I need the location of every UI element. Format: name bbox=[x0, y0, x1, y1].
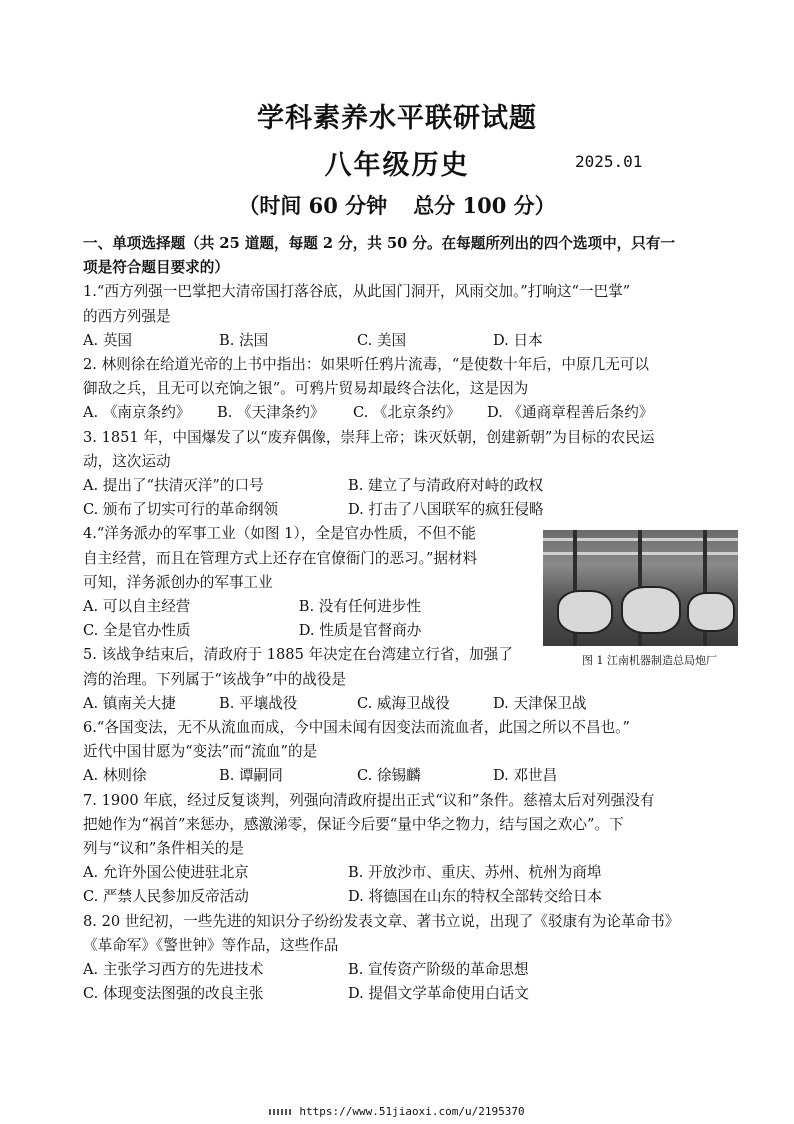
option-b: B. 建立了与清政府对峙的政权 bbox=[348, 477, 544, 495]
section-heading-cont: 项是符合题目要求的） bbox=[83, 259, 229, 277]
option-a: A. 林则徐 bbox=[83, 767, 147, 785]
option-a: A. 允许外国公使进驻北京 bbox=[83, 864, 249, 882]
footer-url[interactable]: https://www.51jiaoxi.com/u/2195370 bbox=[299, 1105, 525, 1118]
question-6 bbox=[83, 716, 723, 789]
figure-caption: 图 1 江南机器制造总局炮厂 bbox=[582, 654, 717, 667]
question-options bbox=[83, 885, 723, 909]
question-options bbox=[83, 764, 723, 788]
question-text: 3. 1851 年，中国爆发了以“废弃偶像，崇拜上帝；诛灭妖朝，创建新朝”为目标的农民运 bbox=[83, 428, 655, 446]
question-options bbox=[83, 861, 723, 885]
question-options bbox=[83, 498, 723, 522]
question-options bbox=[83, 619, 543, 643]
question-text: 5. 该战争结束后，清政府于 1885 年决定在台湾建立行省，加强了 bbox=[83, 646, 513, 664]
factory-photo bbox=[543, 530, 738, 646]
option-d: D. 提倡文学革命使用白话文 bbox=[348, 985, 529, 1003]
option-c: C. 严禁人民参加反帝活动 bbox=[83, 888, 249, 906]
option-a: A. 可以自主经营 bbox=[83, 598, 191, 616]
option-d: D. 将德国在山东的特权全部转交给日本 bbox=[348, 888, 602, 906]
option-b: B. 没有任何进步性 bbox=[298, 598, 421, 616]
option-d: D. 日本 bbox=[493, 331, 543, 349]
option-a: A. 英国 bbox=[83, 331, 133, 349]
option-c: C. 美国 bbox=[357, 331, 407, 349]
option-c: C. 全是官办性质 bbox=[83, 622, 191, 640]
exam-title: 学科素养水平联研试题 bbox=[257, 103, 537, 134]
option-a: A. 主张学习西方的先进技术 bbox=[83, 961, 264, 979]
option-b: B. 《天津条约》 bbox=[217, 404, 325, 422]
exam-subtitle: 八年级历史 bbox=[324, 150, 470, 181]
option-b: B. 谭嗣同 bbox=[219, 767, 283, 785]
question-options bbox=[83, 958, 723, 982]
question-options bbox=[83, 329, 723, 353]
question-text: 《革命军》《警世钟》等作品，这些作品 bbox=[83, 936, 339, 954]
option-d: D. 邓世昌 bbox=[493, 767, 558, 785]
question-3 bbox=[83, 426, 723, 523]
option-c: C. 《北京条约》 bbox=[353, 404, 461, 422]
question-options bbox=[83, 401, 723, 425]
question-text: 4.“洋务派办的军事工业（如图 1），全是官办性质，不但不能 bbox=[83, 525, 476, 543]
photo-machine bbox=[621, 586, 681, 634]
section-heading: 一、单项选择题（共 25 道题，每题 2 分，共 50 分。在每题所列出的四个选项中，只有一 bbox=[83, 235, 676, 252]
exam-time-score bbox=[0, 190, 794, 220]
photo-machine bbox=[557, 590, 613, 634]
option-a: A. 提出了“扶清灭洋”的口号 bbox=[83, 477, 264, 495]
option-d: D. 天津保卫战 bbox=[493, 694, 587, 712]
question-text: 1.“西方列强一巴掌把大清帝国打落谷底，从此国门洞开，风雨交加。”打响这“一巴掌” bbox=[83, 283, 631, 301]
question-options bbox=[83, 692, 723, 716]
question-options bbox=[83, 474, 723, 498]
question-text: 列与“议和”条件相关的是 bbox=[83, 840, 244, 858]
question-text: 2. 林则徐在给道光帝的上书中指出：如果听任鸦片流毒，“是使数十年后，中原几无可以 bbox=[83, 356, 649, 374]
option-b: B. 平壤战役 bbox=[219, 694, 298, 712]
option-c: C. 颁布了切实可行的革命纲领 bbox=[83, 501, 279, 519]
watermark-logo bbox=[269, 1109, 293, 1115]
question-text: 可知，洋务派创办的军事工业 bbox=[83, 573, 273, 591]
question-text: 把她作为“祸首”来惩办，感激涕零，保证今后要“量中华之物力，结与国之欢心”。下 bbox=[83, 815, 624, 833]
page-footer bbox=[0, 1105, 794, 1118]
question-options bbox=[83, 595, 543, 619]
question-text: 的西方列强是 bbox=[83, 307, 171, 325]
option-d: D. 打击了八国联军的疯狂侵略 bbox=[348, 501, 544, 519]
question-text: 7. 1900 年底，经过反复谈判，列强向清政府提出正式“议和”条件。慈禧太后对列强没有 bbox=[83, 791, 655, 809]
option-d: D. 性质是官督商办 bbox=[298, 622, 422, 640]
option-a: A. 镇南关大捷 bbox=[83, 694, 176, 712]
question-text: 自主经营，而且在管理方式上还存在官僚衙门的恶习。”据材料 bbox=[83, 549, 478, 567]
photo-machine bbox=[687, 592, 735, 632]
question-1 bbox=[83, 280, 723, 353]
score-info: 总分 100 分） bbox=[413, 193, 556, 218]
option-d: D. 《通商章程善后条约》 bbox=[487, 404, 654, 422]
question-4 bbox=[83, 522, 543, 643]
option-b: B. 开放沙市、重庆、苏州、杭州为商埠 bbox=[348, 864, 602, 882]
question-text: 御敌之兵，且无可以充饷之银”。可鸦片贸易却最终合法化，这是因为 bbox=[83, 380, 529, 398]
option-b: B. 宣传资产阶级的革命思想 bbox=[348, 961, 529, 979]
option-a: A. 《南京条约》 bbox=[83, 404, 191, 422]
option-b: B. 法国 bbox=[219, 331, 269, 349]
exam-date: 2025.01 bbox=[575, 152, 643, 171]
option-c: C. 体现变法图强的改良主张 bbox=[83, 985, 264, 1003]
question-8 bbox=[83, 910, 723, 1007]
time-info: （时间 60 分钟 bbox=[238, 193, 388, 218]
option-c: C. 威海卫战役 bbox=[357, 694, 450, 712]
option-c: C. 徐锡麟 bbox=[357, 767, 421, 785]
question-7 bbox=[83, 789, 723, 910]
question-options bbox=[83, 982, 723, 1006]
question-text: 近代中国甘愿为“变法”而“流血”的是 bbox=[83, 743, 318, 761]
question-text: 6.“各国变法，无不从流血而成，今中国未闻有因变法而流血者，此国之所以不昌也。” bbox=[83, 719, 630, 737]
question-2 bbox=[83, 353, 723, 426]
question-text: 动，这次运动 bbox=[83, 452, 171, 470]
question-text: 8. 20 世纪初，一些先进的知识分子纷纷发表文章、著书立说，出现了《驳康有为论革命书》 bbox=[83, 912, 680, 930]
question-text: 湾的治理。下列属于“该战争”中的战役是 bbox=[83, 670, 347, 688]
